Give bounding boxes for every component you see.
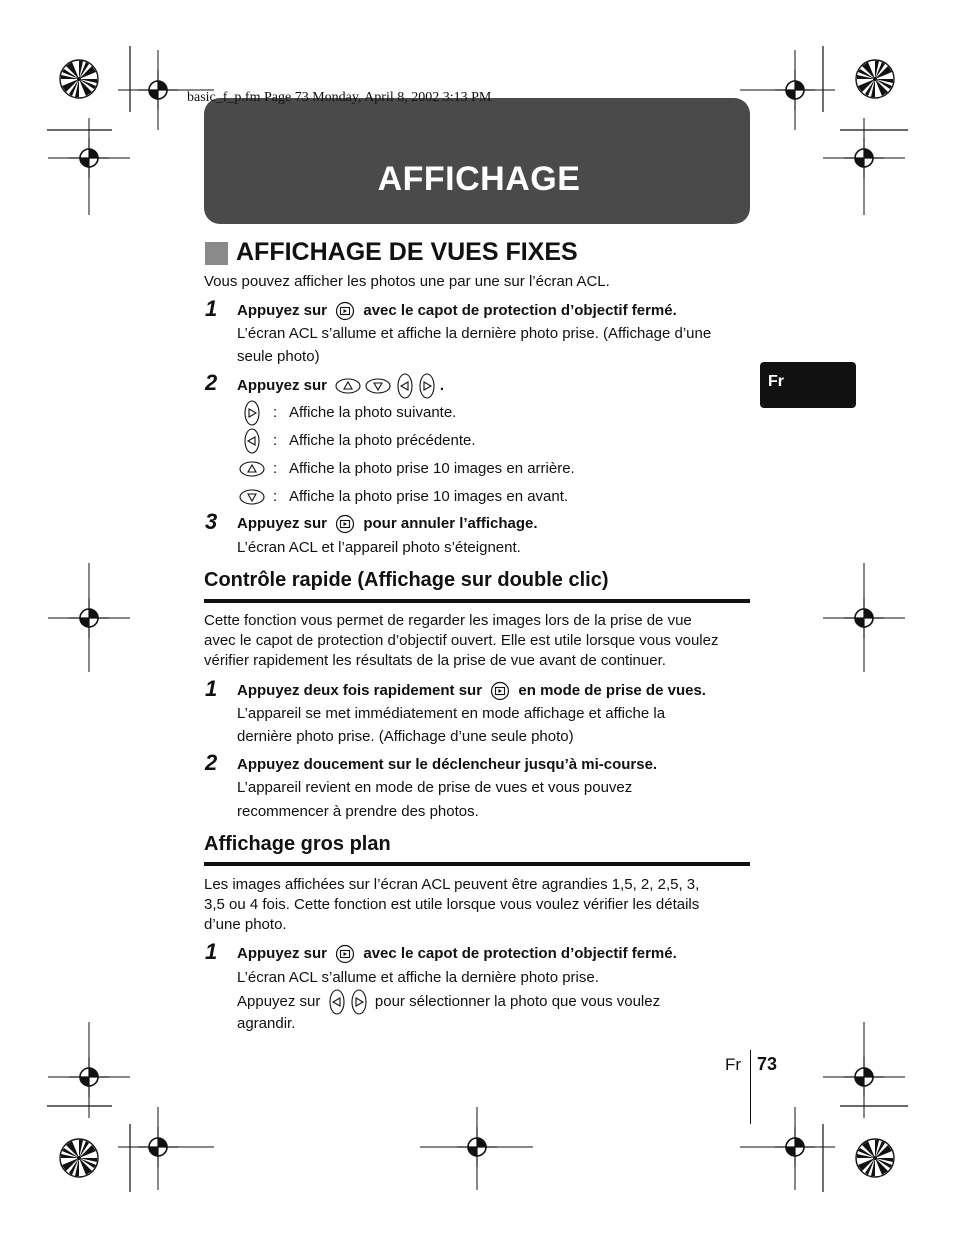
step-number: 1 xyxy=(205,676,218,701)
language-tab-label: Fr xyxy=(768,373,784,390)
list-item: Affiche la photo suivante. xyxy=(289,404,457,421)
footer-divider xyxy=(750,1050,751,1124)
subsection-title: Affichage gros plan xyxy=(204,833,391,855)
step-instruction: Appuyez deux fois rapidement sur en mode de prise de vues. xyxy=(237,679,706,702)
intro-text: Vous pouvez afficher les photos une par une sur l’écran ACL. xyxy=(204,273,610,290)
playback-button-icon xyxy=(490,681,510,701)
page-title: AFFICHAGE xyxy=(377,160,581,198)
step-instruction: Appuyez sur avec le capot de protection d’objectif fermé. xyxy=(237,942,677,965)
paragraph-line: d’une photo. xyxy=(204,916,287,933)
section-title: AFFICHAGE DE VUES FIXES xyxy=(236,238,578,266)
playback-button-icon xyxy=(335,944,355,964)
step-instruction: Appuyez sur pour annuler l’affichage. xyxy=(237,512,538,535)
footer-language: Fr xyxy=(725,1055,742,1074)
step-number: 2 xyxy=(205,750,218,775)
paragraph-line: avec le capot de protection d’objectif ouvert. Elle est utile lorsque vous voulez xyxy=(204,632,719,649)
print-header: basic_f_p.fm Page 73 Monday, April 8, 2002 3:13 PM xyxy=(187,90,492,105)
down-arrow-icon xyxy=(365,377,391,395)
playback-button-icon xyxy=(335,514,355,534)
down-arrow-icon xyxy=(239,488,265,506)
subsection-rule xyxy=(204,862,750,866)
up-arrow-icon xyxy=(239,460,265,478)
step-number: 1 xyxy=(205,296,218,321)
step-description: recommencer à prendre des photos. xyxy=(237,803,479,820)
playback-button-icon xyxy=(335,301,355,321)
step-number: 2 xyxy=(205,370,218,395)
list-item: Affiche la photo précédente. xyxy=(289,432,476,449)
right-arrow-icon xyxy=(418,373,436,399)
list-item-colon: : xyxy=(273,404,278,421)
step-description: L’écran ACL s’allume et affiche la dernière photo prise. xyxy=(237,969,599,986)
step-description: L’appareil se met immédiatement en mode affichage et affiche la xyxy=(237,705,666,722)
right-arrow-icon xyxy=(350,989,368,1015)
step-number: 3 xyxy=(205,509,218,534)
list-item-colon: : xyxy=(273,432,278,449)
paragraph-line: Les images affichées sur l’écran ACL peuvent être agrandies 1,5, 2, 2,5, 3, xyxy=(204,876,700,893)
subsection-rule xyxy=(204,599,750,603)
left-arrow-icon xyxy=(328,989,346,1015)
list-item: Affiche la photo prise 10 images en avant. xyxy=(289,488,569,505)
list-item-colon: : xyxy=(273,488,278,505)
step-instruction: Appuyez sur avec le capot de protection d’objectif fermé. xyxy=(237,299,677,322)
right-arrow-icon xyxy=(243,400,261,426)
left-arrow-icon xyxy=(396,373,414,399)
step-description: L’appareil revient en mode de prise de vues et vous pouvez xyxy=(237,779,633,796)
step-description: dernière photo prise. (Affichage d’une seule photo) xyxy=(237,728,574,745)
step-description: agrandir. xyxy=(237,1015,296,1032)
step-description: L’écran ACL et l’appareil photo s’éteignent. xyxy=(237,539,521,556)
step-description: seule photo) xyxy=(237,348,320,365)
paragraph-line: Cette fonction vous permet de regarder les images lors de la prise de vue xyxy=(204,612,692,629)
list-item: Affiche la photo prise 10 images en arrière. xyxy=(289,460,575,477)
list-item-colon: : xyxy=(273,460,278,477)
paragraph-line: vérifier rapidement les résultats de la prise de vue avant de continuer. xyxy=(204,652,666,669)
step-number: 1 xyxy=(205,939,218,964)
step-instruction: Appuyez sur . xyxy=(237,373,444,399)
step-description: Appuyez sur pour sélectionner la photo que vous voulez xyxy=(237,989,660,1015)
up-arrow-icon xyxy=(335,377,361,395)
section-marker xyxy=(205,242,228,265)
step-description: L’écran ACL s’allume et affiche la dernière photo prise. (Affichage d’une xyxy=(237,325,712,342)
subsection-title: Contrôle rapide (Affichage sur double clic) xyxy=(204,569,609,591)
left-arrow-icon xyxy=(243,428,261,454)
page-number: 73 xyxy=(757,1054,778,1074)
paragraph-line: 3,5 ou 4 fois. Cette fonction est utile lorsque vous voulez vérifier les détails xyxy=(204,896,700,913)
step-instruction: Appuyez doucement sur le déclencheur jusqu’à mi-course. xyxy=(237,756,658,773)
